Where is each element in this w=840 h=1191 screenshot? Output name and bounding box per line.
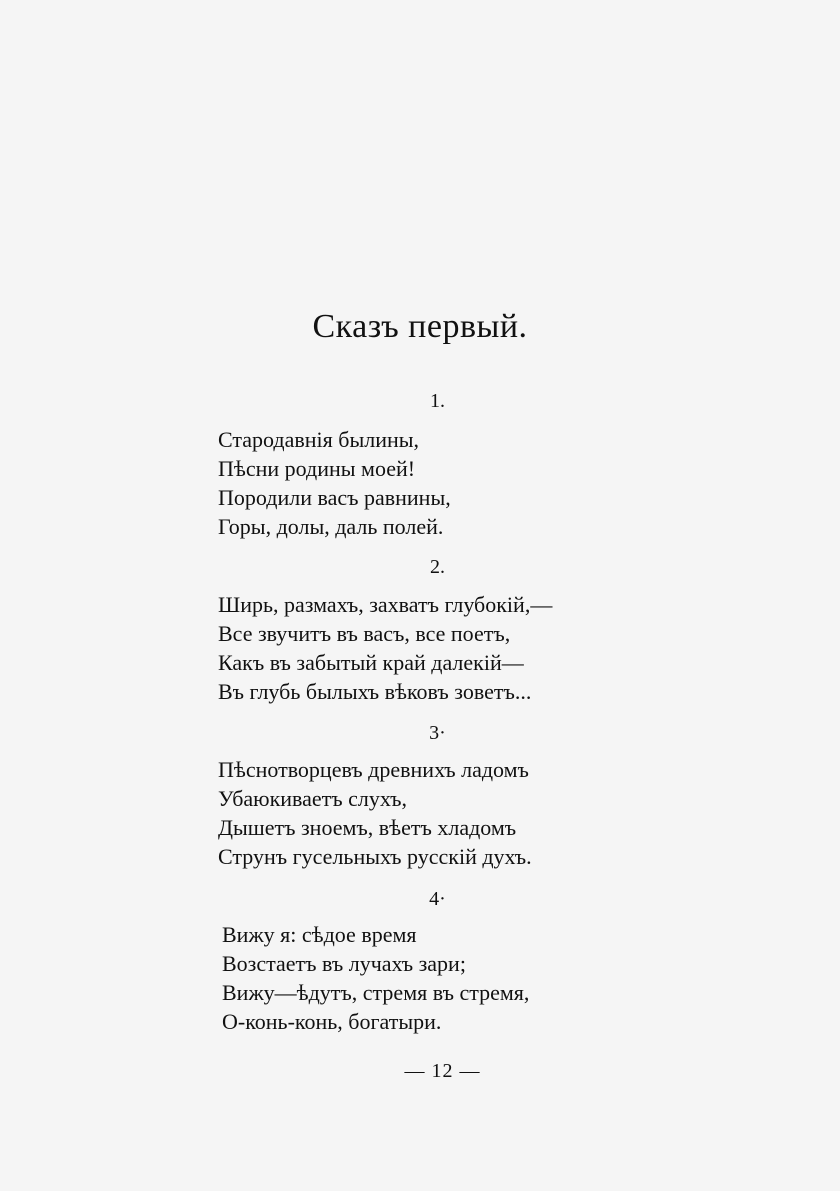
verse-line: Пѣснотворцевъ древнихъ ладомъ bbox=[218, 757, 529, 782]
verse-line: Въ глубь былыхъ вѣковъ зоветъ... bbox=[218, 679, 532, 704]
stanza bbox=[218, 425, 451, 541]
verse-line: Породили васъ равнины, bbox=[218, 485, 451, 510]
stanza bbox=[218, 755, 532, 871]
stanza-number: 2. bbox=[430, 556, 445, 578]
stanza bbox=[218, 590, 552, 706]
stanza-number: 1. bbox=[430, 390, 445, 412]
verse-line: Какъ въ забытый край далекій— bbox=[218, 650, 524, 675]
verse-line: Вижу—ѣдутъ, стремя въ стремя, bbox=[222, 980, 530, 1005]
verse-line: Пѣсни родины моей! bbox=[218, 456, 416, 481]
verse-line: Струнъ гусельныхъ русскій духъ. bbox=[218, 844, 532, 869]
stanza-number: 4· bbox=[429, 888, 446, 910]
page-number: — 12 — bbox=[404, 1060, 481, 1082]
verse-line: Ширь, размахъ, захватъ глубокій,— bbox=[218, 592, 553, 617]
stanza-number: 3· bbox=[429, 722, 446, 744]
chapter-title: Сказъ первый. bbox=[312, 308, 528, 345]
verse-line: Все звучитъ въ васъ, все поетъ, bbox=[218, 621, 511, 646]
verse-line: Возстаетъ въ лучахъ зари; bbox=[222, 951, 466, 976]
verse-line: О-конь-конь, богатыри. bbox=[222, 1009, 442, 1034]
stanza bbox=[222, 920, 529, 1036]
verse-line: Вижу я: сѣдое время bbox=[222, 922, 417, 947]
verse-line: Стародавнія былины, bbox=[218, 427, 420, 452]
verse-line: Дышетъ зноемъ, вѣетъ хладомъ bbox=[218, 815, 517, 840]
verse-line: Убаюкиваетъ слухъ, bbox=[218, 786, 407, 811]
verse-line: Горы, долы, даль полей. bbox=[218, 514, 444, 539]
